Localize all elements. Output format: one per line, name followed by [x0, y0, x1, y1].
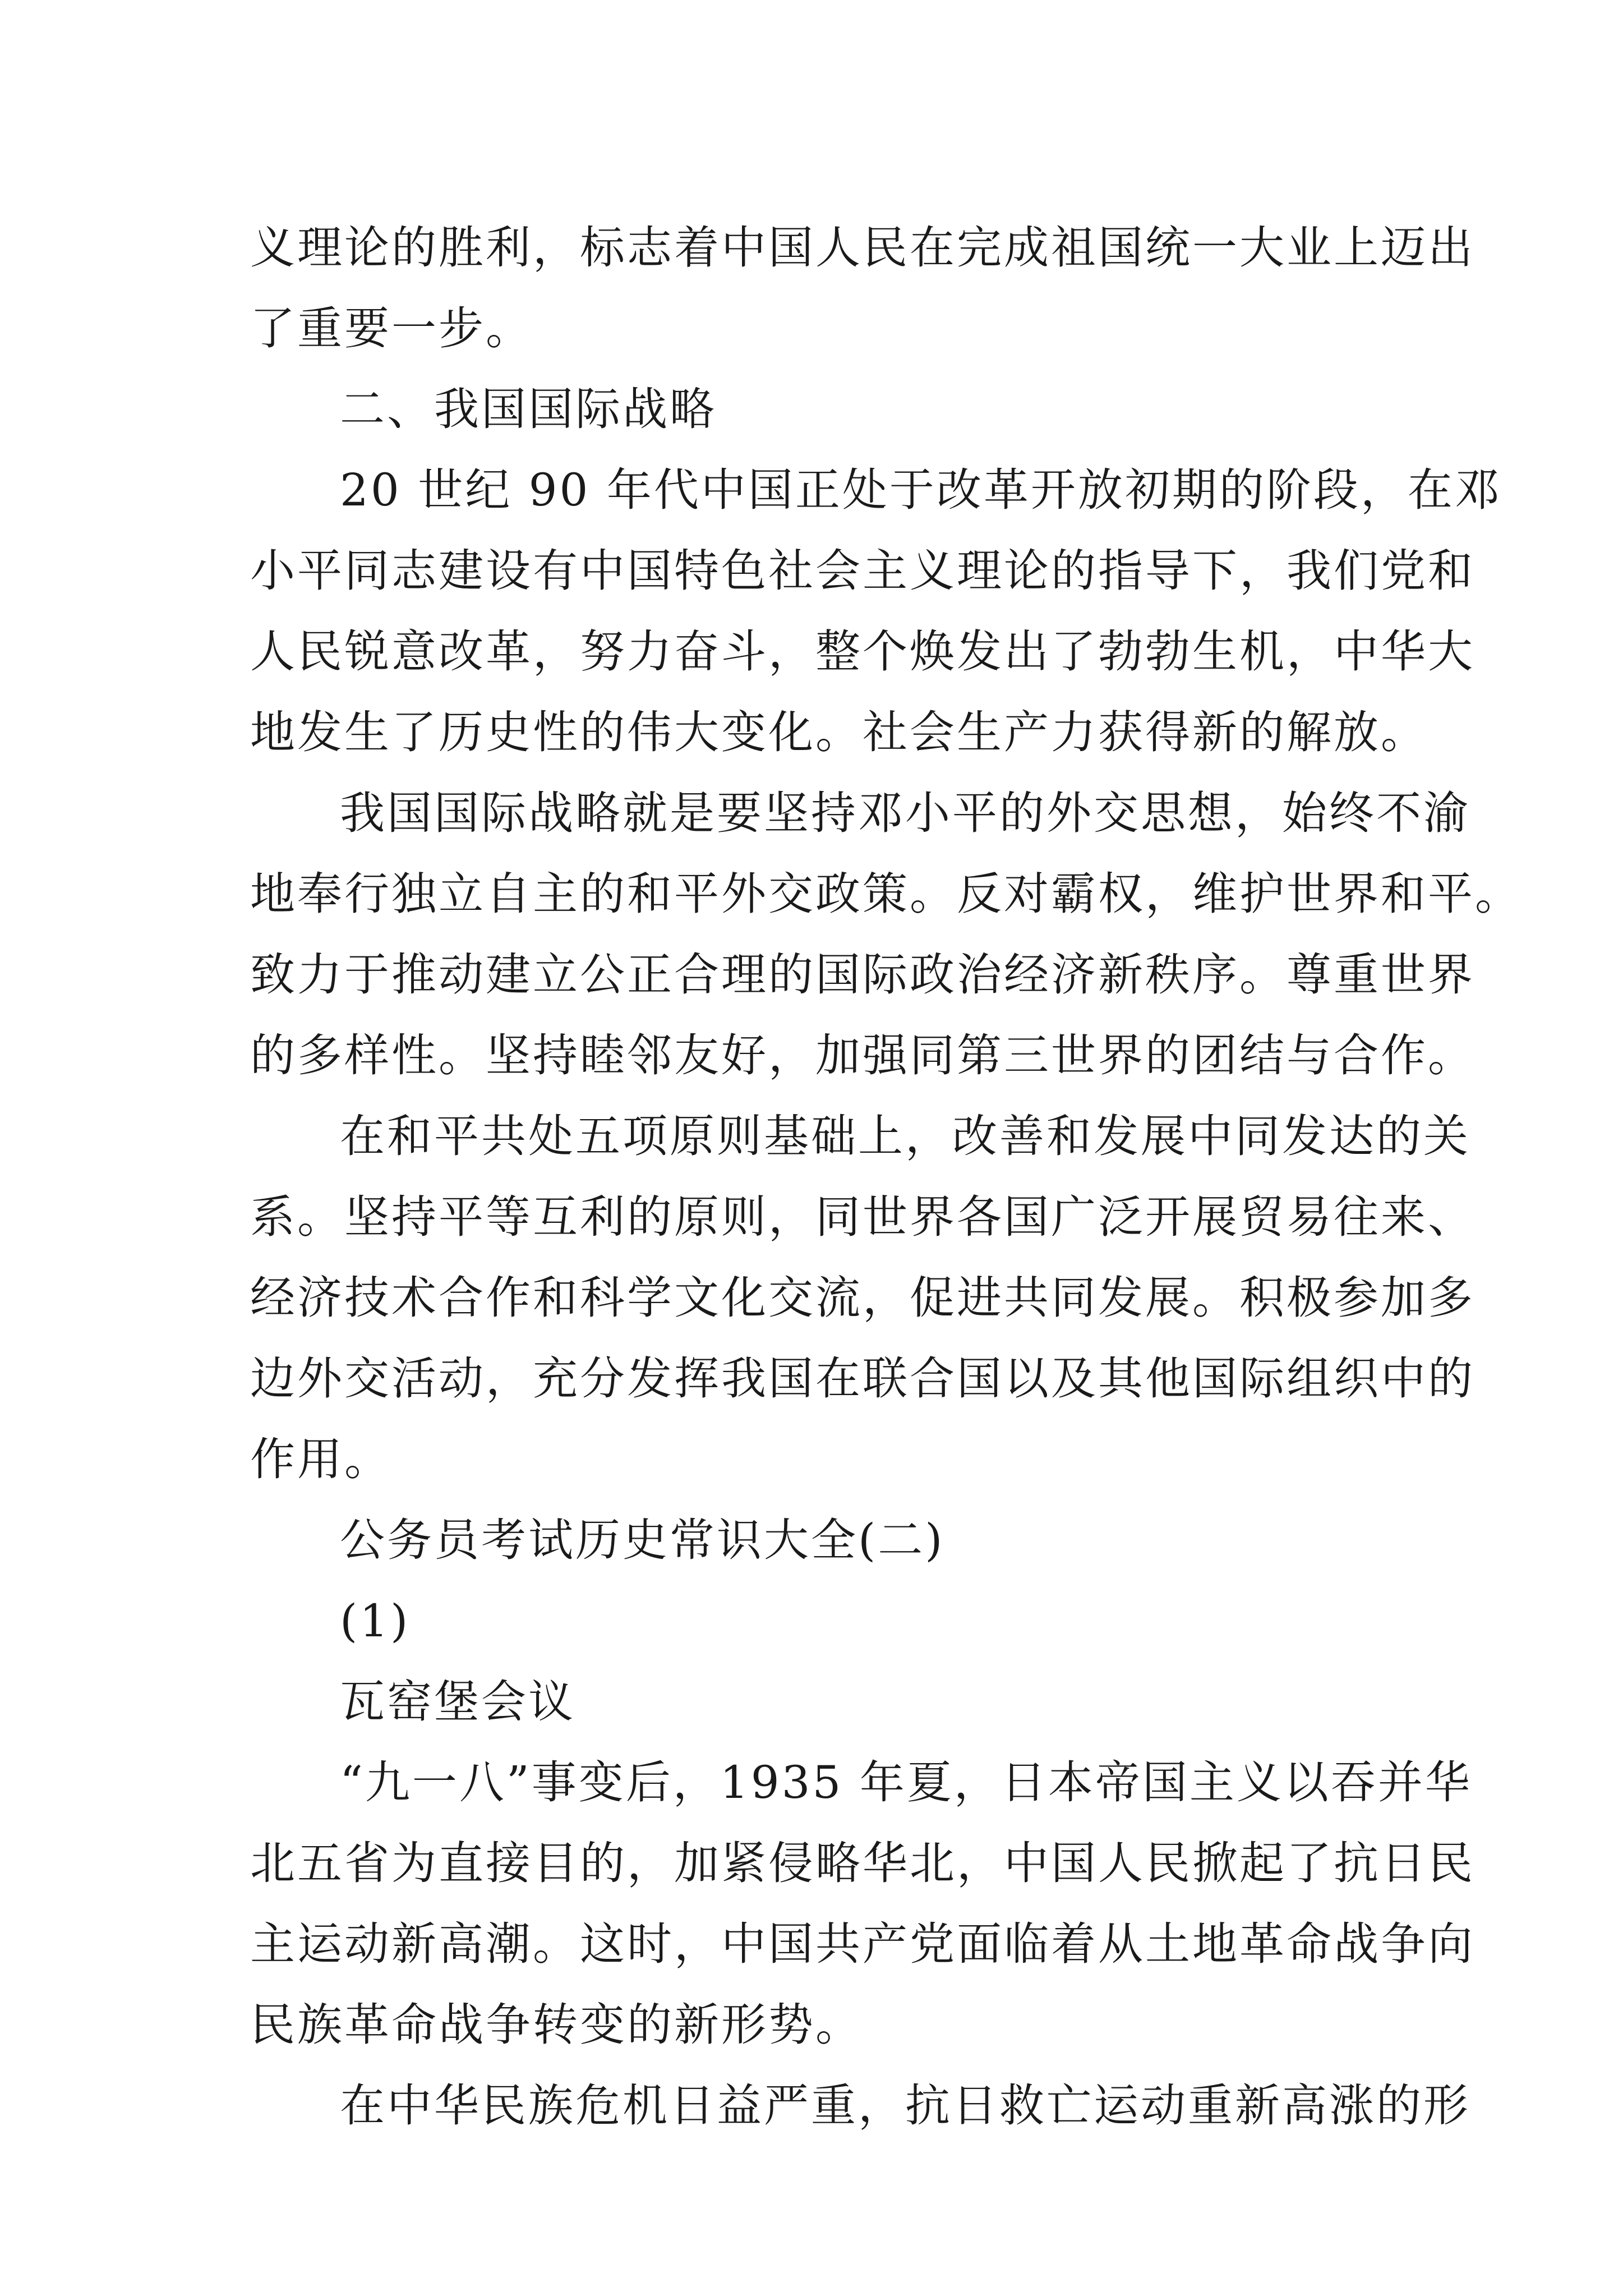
text-line: 在中华民族危机日益严重，抗日救亡运动重新高涨的形: [340, 2079, 1470, 2132]
section-heading: 二、我国国际战略: [340, 383, 717, 435]
text-line: 民族革命战争转变的新形势。: [250, 1999, 863, 2051]
text-line: 经济技术合作和科学文化交流，促进共同发展。积极参加多: [250, 1272, 1475, 1324]
text-line: 的多样性。坚持睦邻友好，加强同第三世界的团结与合作。: [250, 1029, 1475, 1082]
text-line: 致力于推动建立公正合理的国际政治经济新秩序。尊重世界: [250, 949, 1475, 1001]
text-line: 小平同志建设有中国特色社会主义理论的指导下，我们党和: [250, 545, 1475, 597]
section-number: (1): [340, 1595, 411, 1647]
text-line: 作用。: [250, 1433, 391, 1485]
subsection-heading: 瓦窑堡会议: [340, 1676, 575, 1728]
text-line: 系。坚持平等互利的原则，同世界各国广泛开展贸易往来、: [250, 1191, 1475, 1243]
text-line: 了重要一步。: [250, 302, 533, 355]
text-line: 北五省为直接目的，加紧侵略华北，中国人民掀起了抗日民: [250, 1837, 1475, 1889]
text-line: “九一八”事变后，1935 年夏，日本帝国主义以吞并华: [340, 1756, 1472, 1809]
text-line: 主运动新高潮。这时，中国共产党面临着从土地革命战争向: [250, 1918, 1475, 1970]
text-line: 地发生了历史性的伟大变化。社会生产力获得新的解放。: [250, 706, 1428, 758]
body-text: [250, 208, 1522, 2146]
text-line: 地奉行独立自主的和平外交政策。反对霸权，维护世界和平。: [250, 868, 1522, 920]
text-line: 义理论的胜利，标志着中国人民在完成祖国统一大业上迈出: [250, 222, 1475, 274]
text-line: 人民锐意改革，努力奋斗，整个焕发出了勃勃生机，中华大: [250, 625, 1475, 678]
text-line: 我国国际战略就是要坚持邓小平的外交思想，始终不渝: [340, 787, 1470, 839]
text-line: 20 世纪 90 年代中国正处于改革开放初期的阶段，在邓: [340, 464, 1502, 516]
text-line: 在和平共处五项原则基础上，改善和发展中同发达的关: [340, 1110, 1470, 1162]
section-heading: 公务员考试历史常识大全(二): [340, 1514, 945, 1566]
text-line: 边外交活动，充分发挥我国在联合国以及其他国际组织中的: [250, 1352, 1475, 1405]
